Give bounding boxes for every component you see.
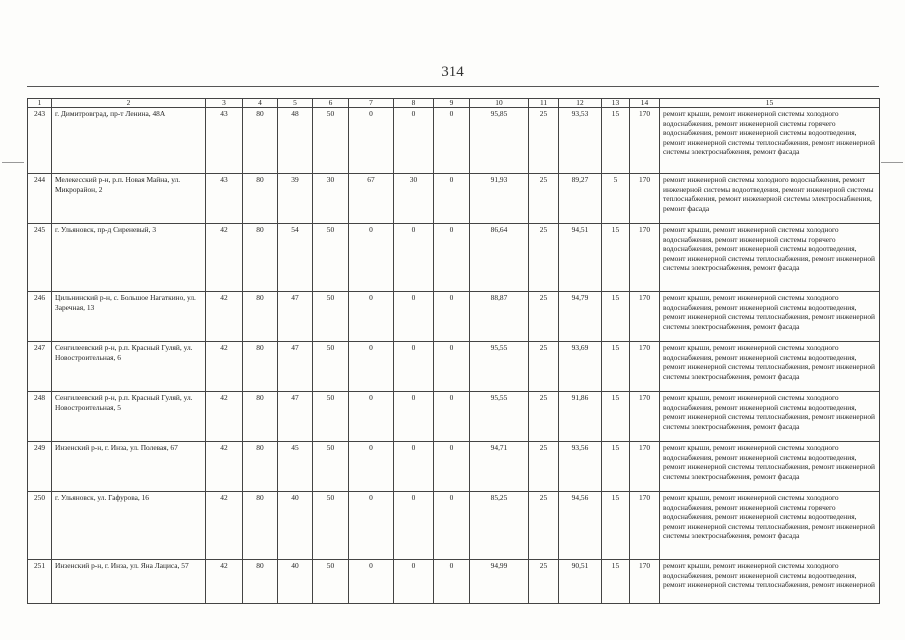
col-10-cell: 94,99 <box>470 560 529 604</box>
column-header: 3 <box>206 99 243 108</box>
col-11-cell: 25 <box>529 560 559 604</box>
col-13-cell: 15 <box>602 108 630 174</box>
row-number-cell: 245 <box>28 224 52 292</box>
column-header: 9 <box>434 99 470 108</box>
col-6-cell: 50 <box>313 560 349 604</box>
col-10-cell: 95,85 <box>470 108 529 174</box>
col-3-cell: 42 <box>206 492 243 560</box>
col-7-cell: 0 <box>349 560 394 604</box>
col-14-cell: 170 <box>630 492 660 560</box>
col-3-cell: 42 <box>206 442 243 492</box>
col-4-cell: 80 <box>243 442 278 492</box>
col-6-cell: 50 <box>313 342 349 392</box>
work-list-cell: ремонт крыши, ремонт инженерной системы холодного водоснабжения, ремонт инженерной системы горячего водоснабжения, ремонт инженерной системы водоотведения, ремонт инженерной системы теплоснабжения, ремонт инженерной системы электроснабжения, ремонт фасада <box>660 108 880 174</box>
col-7-cell: 0 <box>349 108 394 174</box>
col-5-cell: 47 <box>278 292 313 342</box>
col-9-cell: 0 <box>434 442 470 492</box>
col-5-cell: 48 <box>278 108 313 174</box>
column-header: 10 <box>470 99 529 108</box>
work-list-cell: ремонт крыши, ремонт инженерной системы холодного водоснабжения, ремонт инженерной системы водоотведения, ремонт инженерной системы теплоснабжения, ремонт инженерной системы электроснабжения, ремонт фасада <box>660 342 880 392</box>
col-8-cell: 0 <box>394 224 434 292</box>
address-cell: г. Димитровград, пр-т Ленина, 48А <box>52 108 206 174</box>
col-9-cell: 0 <box>434 174 470 224</box>
col-11-cell: 25 <box>529 342 559 392</box>
col-4-cell: 80 <box>243 108 278 174</box>
header-rule <box>27 86 879 87</box>
row-number-cell: 248 <box>28 392 52 442</box>
work-list-cell: ремонт крыши, ремонт инженерной системы холодного водоснабжения, ремонт инженерной системы водоотведения, ремонт инженерной системы теплоснабжения, ремонт инженерной системы электроснабжения, ремонт фасада <box>660 392 880 442</box>
col-9-cell: 0 <box>434 224 470 292</box>
address-cell: г. Ульяновск, ул. Гафурова, 16 <box>52 492 206 560</box>
col-3-cell: 42 <box>206 224 243 292</box>
row-number-cell: 243 <box>28 108 52 174</box>
col-12-cell: 91,86 <box>559 392 602 442</box>
column-header: 15 <box>660 99 880 108</box>
col-14-cell: 170 <box>630 392 660 442</box>
col-6-cell: 50 <box>313 392 349 442</box>
col-5-cell: 54 <box>278 224 313 292</box>
col-14-cell: 170 <box>630 108 660 174</box>
col-12-cell: 90,51 <box>559 560 602 604</box>
col-10-cell: 95,55 <box>470 392 529 442</box>
col-4-cell: 80 <box>243 224 278 292</box>
col-7-cell: 0 <box>349 342 394 392</box>
col-10-cell: 91,93 <box>470 174 529 224</box>
col-12-cell: 89,27 <box>559 174 602 224</box>
col-7-cell: 0 <box>349 224 394 292</box>
col-6-cell: 50 <box>313 108 349 174</box>
col-11-cell: 25 <box>529 492 559 560</box>
col-12-cell: 93,69 <box>559 342 602 392</box>
table-row <box>28 224 880 292</box>
col-8-cell: 0 <box>394 108 434 174</box>
col-13-cell: 15 <box>602 292 630 342</box>
row-number-cell: 244 <box>28 174 52 224</box>
col-6-cell: 50 <box>313 224 349 292</box>
col-12-cell: 94,56 <box>559 492 602 560</box>
work-list-cell: ремонт крыши, ремонт инженерной системы холодного водоснабжения, ремонт инженерной системы водоотведения, ремонт инженерной системы теплоснабжения, ремонт инженерной <box>660 560 880 604</box>
column-header: 13 <box>602 99 630 108</box>
column-header: 5 <box>278 99 313 108</box>
col-10-cell: 88,87 <box>470 292 529 342</box>
column-header: 4 <box>243 99 278 108</box>
address-cell: г. Ульяновск, пр-д Сиреневый, 3 <box>52 224 206 292</box>
col-13-cell: 15 <box>602 442 630 492</box>
col-13-cell: 15 <box>602 342 630 392</box>
left-margin-mark <box>2 162 24 163</box>
table-row <box>28 292 880 342</box>
table-row <box>28 492 880 560</box>
col-8-cell: 30 <box>394 174 434 224</box>
col-4-cell: 80 <box>243 174 278 224</box>
col-8-cell: 0 <box>394 442 434 492</box>
page-number: 314 <box>441 64 464 80</box>
work-table <box>27 98 880 604</box>
col-6-cell: 50 <box>313 442 349 492</box>
col-14-cell: 170 <box>630 560 660 604</box>
work-list-cell: ремонт крыши, ремонт инженерной системы холодного водоснабжения, ремонт инженерной системы горячего водоснабжения, ремонт инженерной системы водоотведения, ремонт инженерной системы теплоснабжения, ремонт инженерной системы электроснабжения, ремонт фасада <box>660 492 880 560</box>
col-5-cell: 39 <box>278 174 313 224</box>
col-6-cell: 50 <box>313 292 349 342</box>
col-3-cell: 42 <box>206 392 243 442</box>
column-header: 6 <box>313 99 349 108</box>
col-5-cell: 47 <box>278 342 313 392</box>
col-12-cell: 93,56 <box>559 442 602 492</box>
col-7-cell: 67 <box>349 174 394 224</box>
table-row <box>28 560 880 604</box>
col-9-cell: 0 <box>434 560 470 604</box>
col-12-cell: 93,53 <box>559 108 602 174</box>
work-list-cell: ремонт крыши, ремонт инженерной системы холодного водоснабжения, ремонт инженерной системы водоотведения, ремонт инженерной системы теплоснабжения, ремонт инженерной системы электроснабжения, ремонт фасада <box>660 442 880 492</box>
col-10-cell: 95,55 <box>470 342 529 392</box>
col-10-cell: 94,71 <box>470 442 529 492</box>
address-cell: Инзенский р-н, г. Инза, ул. Яна Лациса, 57 <box>52 560 206 604</box>
table-row <box>28 108 880 174</box>
column-header: 8 <box>394 99 434 108</box>
col-7-cell: 0 <box>349 292 394 342</box>
col-10-cell: 85,25 <box>470 492 529 560</box>
col-8-cell: 0 <box>394 292 434 342</box>
col-3-cell: 43 <box>206 108 243 174</box>
col-6-cell: 30 <box>313 174 349 224</box>
col-12-cell: 94,79 <box>559 292 602 342</box>
col-13-cell: 15 <box>602 560 630 604</box>
address-cell: Сенгилеевский р-н, р.п. Красный Гуляй, ул. Новостроительная, 5 <box>52 392 206 442</box>
table-row <box>28 442 880 492</box>
address-cell: Инзенский р-н, г. Инза, ул. Полевая, 67 <box>52 442 206 492</box>
col-14-cell: 170 <box>630 174 660 224</box>
col-9-cell: 0 <box>434 108 470 174</box>
col-9-cell: 0 <box>434 292 470 342</box>
col-8-cell: 0 <box>394 392 434 442</box>
col-12-cell: 94,51 <box>559 224 602 292</box>
row-number-cell: 249 <box>28 442 52 492</box>
col-14-cell: 170 <box>630 442 660 492</box>
col-11-cell: 25 <box>529 392 559 442</box>
col-3-cell: 42 <box>206 560 243 604</box>
col-5-cell: 40 <box>278 560 313 604</box>
right-margin-mark <box>881 162 903 163</box>
col-5-cell: 45 <box>278 442 313 492</box>
col-13-cell: 15 <box>602 392 630 442</box>
col-13-cell: 5 <box>602 174 630 224</box>
col-9-cell: 0 <box>434 492 470 560</box>
col-4-cell: 80 <box>243 342 278 392</box>
col-4-cell: 80 <box>243 392 278 442</box>
col-11-cell: 25 <box>529 292 559 342</box>
address-cell: Цильнинский р-н, с. Большое Нагаткино, ул. Заречная, 13 <box>52 292 206 342</box>
column-header: 14 <box>630 99 660 108</box>
col-11-cell: 25 <box>529 108 559 174</box>
col-14-cell: 170 <box>630 292 660 342</box>
column-header: 2 <box>52 99 206 108</box>
col-14-cell: 170 <box>630 224 660 292</box>
work-list-cell: ремонт крыши, ремонт инженерной системы холодного водоснабжения, ремонт инженерной системы горячего водоснабжения, ремонт инженерной системы водоотведения, ремонт инженерной системы теплоснабжения, ремонт инженерной системы электроснабжения, ремонт фасада <box>660 224 880 292</box>
col-13-cell: 15 <box>602 224 630 292</box>
col-3-cell: 43 <box>206 174 243 224</box>
col-11-cell: 25 <box>529 174 559 224</box>
col-4-cell: 80 <box>243 560 278 604</box>
col-3-cell: 42 <box>206 342 243 392</box>
row-number-cell: 246 <box>28 292 52 342</box>
col-4-cell: 80 <box>243 492 278 560</box>
column-header: 7 <box>349 99 394 108</box>
work-list-cell: ремонт крыши, ремонт инженерной системы холодного водоснабжения, ремонт инженерной системы водоотведения, ремонт инженерной системы теплоснабжения, ремонт инженерной системы электроснабжения, ремонт фасада <box>660 292 880 342</box>
col-4-cell: 80 <box>243 292 278 342</box>
table-row <box>28 342 880 392</box>
col-9-cell: 0 <box>434 392 470 442</box>
table-row <box>28 392 880 442</box>
col-5-cell: 40 <box>278 492 313 560</box>
column-header: 12 <box>559 99 602 108</box>
row-number-cell: 250 <box>28 492 52 560</box>
col-3-cell: 42 <box>206 292 243 342</box>
address-cell: Мелекесский р-н, р.п. Новая Майна, ул. Микрорайон, 2 <box>52 174 206 224</box>
col-8-cell: 0 <box>394 560 434 604</box>
column-header: 11 <box>529 99 559 108</box>
col-13-cell: 15 <box>602 492 630 560</box>
work-list-cell: ремонт инженерной системы холодного водоснабжения, ремонт инженерной системы водоотведения, ремонт инженерной системы теплоснабжения, ремонт инженерной системы электроснабжения, ремонт фасада <box>660 174 880 224</box>
col-5-cell: 47 <box>278 392 313 442</box>
col-7-cell: 0 <box>349 492 394 560</box>
col-11-cell: 25 <box>529 224 559 292</box>
column-header: 1 <box>28 99 52 108</box>
col-6-cell: 50 <box>313 492 349 560</box>
col-9-cell: 0 <box>434 342 470 392</box>
col-10-cell: 86,64 <box>470 224 529 292</box>
row-number-cell: 251 <box>28 560 52 604</box>
address-cell: Сенгилеевский р-н, р.п. Красный Гуляй, ул. Новостроительная, 6 <box>52 342 206 392</box>
table-row <box>28 174 880 224</box>
col-11-cell: 25 <box>529 442 559 492</box>
col-7-cell: 0 <box>349 392 394 442</box>
col-8-cell: 0 <box>394 492 434 560</box>
col-14-cell: 170 <box>630 342 660 392</box>
col-8-cell: 0 <box>394 342 434 392</box>
column-header-row <box>28 99 880 108</box>
col-7-cell: 0 <box>349 442 394 492</box>
row-number-cell: 247 <box>28 342 52 392</box>
